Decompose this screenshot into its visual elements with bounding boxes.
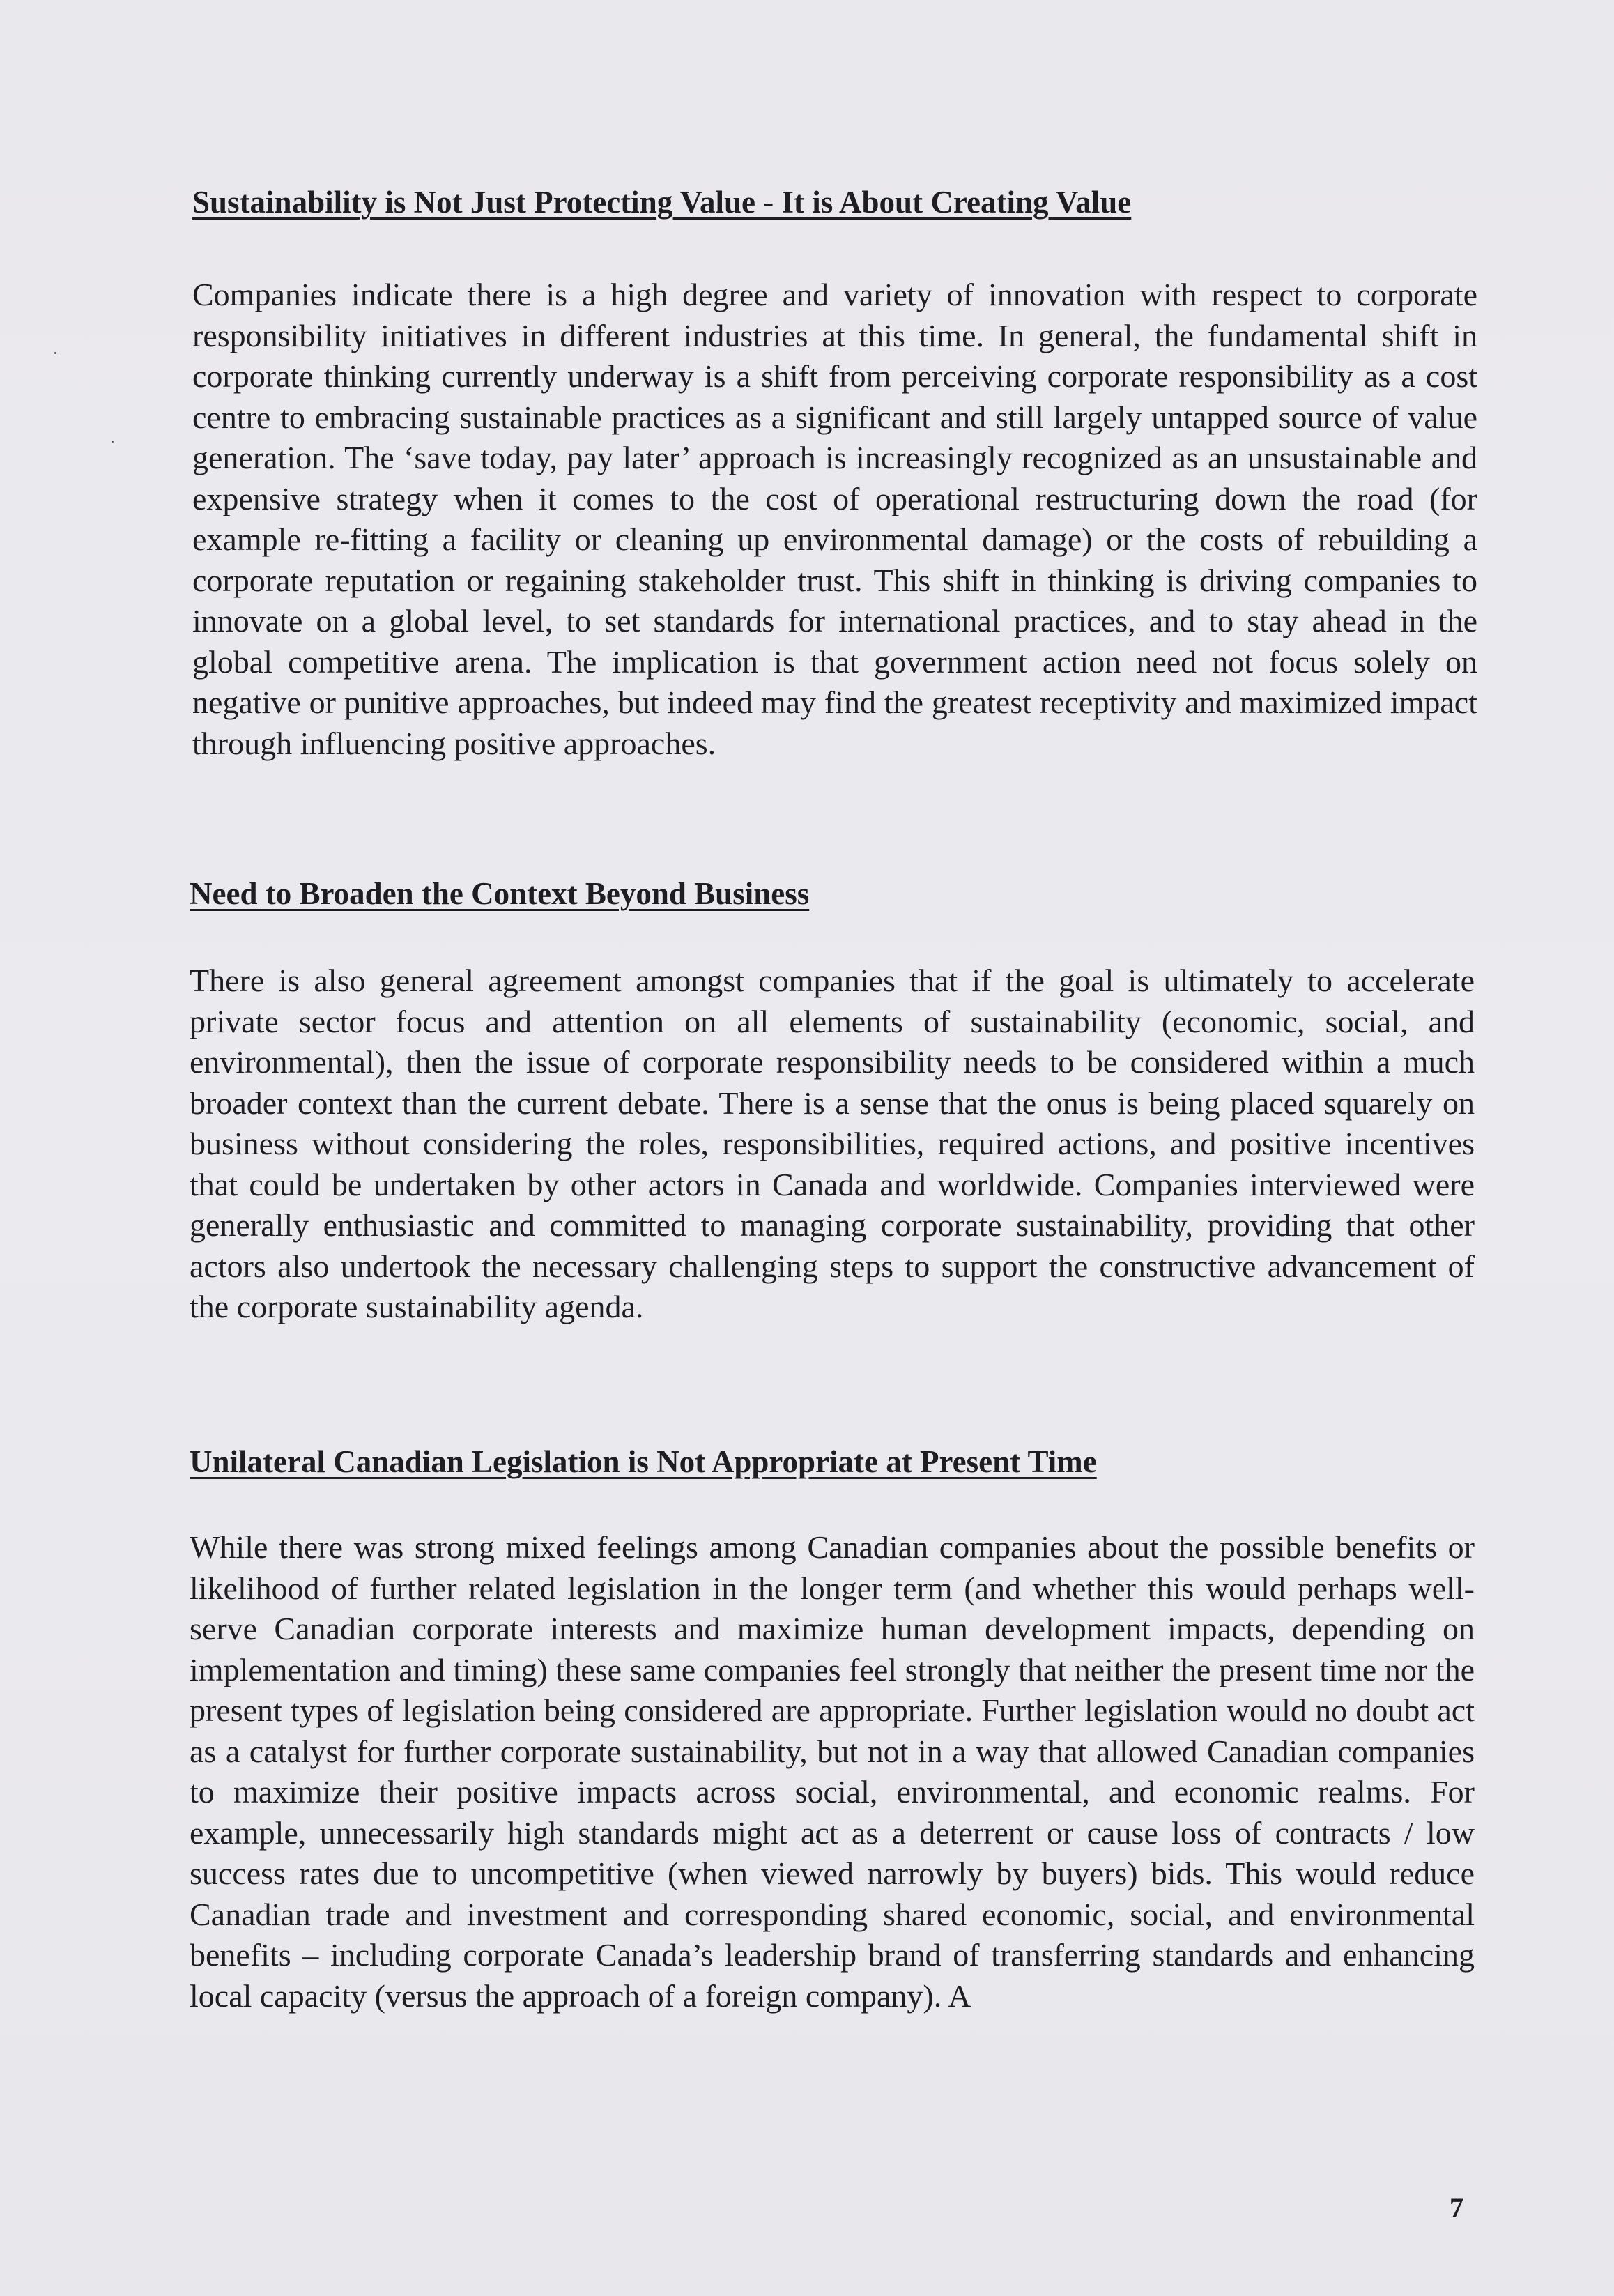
section-paragraph: There is also general agreement amongst companies that if the goal is ultimately to accelerate private sector focus and attention on all elements of sustainability (economic, social, and environmental), then the issue of corporate responsibility needs to be considered within a much broader context than the current debate. There is a sense that the onus is being placed squarely on business without considering the roles, responsibilities, required actions, and positive incentives that could be undertaken by other actors in Canada and worldwide. Companies interviewed were generally enthusiastic and committed to managing corporate sustainability, providing that other actors also undertook the necessary challenging steps to support the constructive advancement of the corporate sustainability agenda. bbox=[190, 963, 1475, 1324]
section-broaden-context bbox=[190, 874, 1475, 1328]
section-unilateral-legislation bbox=[190, 1442, 1475, 2016]
section-paragraph: While there was strong mixed feelings among Canadian companies about the possible benefits or likelihood of further related legislation in the longer term (and whether this would perhaps well-serve Canadian corporate interests and maximize human development impacts, depending on implementation and timing) these same companies feel strongly that neither the present time nor the present types of legislation being considered are appropriate. Further legislation would no doubt act as a catalyst for further corporate sustainability, but not in a way that allowed Canadian companies to maximize their positive impacts across social, environmental, and economic realms. For example, unnecessarily high standards might act as a deterrent or cause loss of contracts / low success rates due to uncompetitive (when viewed narrowly by buyers) bids. This would reduce Canadian trade and investment and corresponding shared economic, social, and environmental benefits – including corporate Canada’s leadership brand of transferring standards and enhancing local capacity (versus the approach of a foreign company). A bbox=[190, 1529, 1475, 2014]
paper-speck bbox=[54, 352, 56, 354]
section-heading: Sustainability is Not Just Protecting Value - It is About Creating Value bbox=[192, 185, 1132, 220]
page-number: 7 bbox=[1450, 2192, 1463, 2224]
section-heading: Need to Broaden the Context Beyond Business bbox=[190, 876, 810, 911]
section-paragraph: Companies indicate there is a high degree and variety of innovation with respect to corporate responsibility initiatives in different industries at this time. In general, the fundamental shift in corporate thinking currently underway is a shift from perceiving corporate responsibility as a cost centre to embracing sustainable practices as a significant and still largely untapped source of value generation. The ‘save today, pay later’ approach is increasingly recognized as an unsustainable and expensive strategy when it comes to the cost of operational restructuring down the road (for example re-fitting a facility or cleaning up environmental damage) or the costs of rebuilding a corporate reputation or regaining stakeholder trust. This shift in thinking is driving companies to innovate on a global level, to set standards for international practices, and to stay ahead in the global competitive arena. The implication is that government action need not focus solely on negative or punitive approaches, but indeed may find the greatest receptivity and maximized impact through influencing positive approaches. bbox=[192, 277, 1477, 761]
section-heading: Unilateral Canadian Legislation is Not Appropriate at Present Time bbox=[190, 1444, 1097, 1479]
section-creating-value bbox=[192, 183, 1477, 764]
paper-speck bbox=[112, 441, 114, 443]
